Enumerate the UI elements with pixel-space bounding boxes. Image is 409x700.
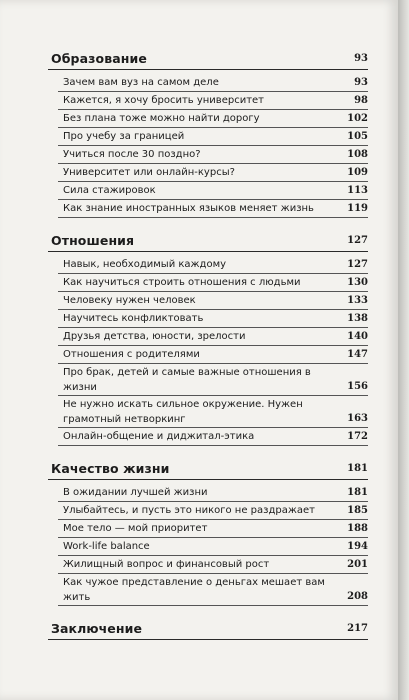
entry-title: Человеку нужен человек xyxy=(63,295,196,306)
entry-page: 163 xyxy=(347,413,368,424)
toc-entry xyxy=(58,428,368,446)
entry-title: Жилищный вопрос и финансовый рост xyxy=(63,559,270,570)
toc-entry xyxy=(58,200,368,218)
entry-title: Про брак, детей и самые важные отношения в жизни xyxy=(63,367,311,393)
entry-page: 102 xyxy=(347,113,368,124)
entry-title: Как знание иностранных языков меняет жизнь xyxy=(63,203,314,214)
entry-title: Научитесь конфликтовать xyxy=(63,313,204,324)
section-page: 127 xyxy=(347,235,368,246)
entry-title: Work-life balance xyxy=(63,541,150,552)
section-heading xyxy=(48,50,368,70)
toc-section-relationships xyxy=(48,232,368,446)
entry-page: 133 xyxy=(347,295,368,306)
section-page: 93 xyxy=(354,53,368,64)
toc-entry xyxy=(58,484,368,502)
entry-page: 108 xyxy=(347,149,368,160)
toc-entry xyxy=(58,292,368,310)
entry-title: Отношения с родителями xyxy=(63,349,200,360)
entry-title: Сила стажировок xyxy=(63,185,156,196)
entry-page: 138 xyxy=(347,313,368,324)
entry-title: Друзья детства, юности, зрелости xyxy=(63,331,246,342)
toc-entry xyxy=(58,274,368,292)
toc-entry xyxy=(58,574,368,606)
entry-page: 147 xyxy=(347,349,368,360)
entry-page: 98 xyxy=(354,95,368,106)
entry-title: Учиться после 30 поздно? xyxy=(63,149,201,160)
entry-page: 194 xyxy=(347,541,368,552)
entry-page: 113 xyxy=(347,185,368,196)
entry-page: 140 xyxy=(347,331,368,342)
entry-title: Без плана тоже можно найти дорогу xyxy=(63,113,260,124)
entry-title: Как научиться строить отношения с людьми xyxy=(63,277,301,288)
entry-title: В ожидании лучшей жизни xyxy=(63,487,208,498)
entry-title: Онлайн-общение и диджитал-этика xyxy=(63,431,255,442)
section-heading xyxy=(48,460,368,480)
toc-entry xyxy=(58,328,368,346)
entry-title: Про учебу за границей xyxy=(63,131,185,142)
toc-entry xyxy=(58,164,368,182)
entry-title: Улыбайтесь, и пусть это никого не раздражает xyxy=(63,505,315,516)
section-heading xyxy=(48,620,368,640)
toc-entry xyxy=(58,538,368,556)
toc-entry xyxy=(58,128,368,146)
toc-entry xyxy=(58,146,368,164)
section-page: 217 xyxy=(347,623,368,634)
entry-page: 172 xyxy=(347,431,368,442)
section-title: Качество жизни xyxy=(51,461,170,476)
entry-page: 156 xyxy=(347,381,368,392)
toc-entry xyxy=(58,502,368,520)
toc-entry xyxy=(58,182,368,200)
toc-section-conclusion xyxy=(48,620,368,640)
entry-title: Университет или онлайн-курсы? xyxy=(63,167,235,178)
section-title: Образование xyxy=(51,51,147,66)
section-page: 181 xyxy=(347,463,368,474)
entry-page: 201 xyxy=(347,559,368,570)
entry-page: 109 xyxy=(347,167,368,178)
toc-section-quality-of-life xyxy=(48,460,368,606)
entry-title: Не нужно искать сильное окружение. Нужен грамотный нетворкинг xyxy=(63,399,303,425)
entry-page: 119 xyxy=(347,203,368,214)
entry-page: 181 xyxy=(347,487,368,498)
toc-entry xyxy=(58,396,368,428)
entry-page: 127 xyxy=(347,259,368,270)
toc-entry xyxy=(58,310,368,328)
entry-title: Мое тело — мой приоритет xyxy=(63,523,208,534)
toc-entry xyxy=(58,520,368,538)
toc-entry xyxy=(58,110,368,128)
entry-title: Навык, необходимый каждому xyxy=(63,259,227,270)
section-title: Отношения xyxy=(51,233,135,248)
entry-page: 188 xyxy=(347,523,368,534)
entry-title: Кажется, я хочу бросить университет xyxy=(63,95,264,106)
toc-entry xyxy=(58,256,368,274)
page-edge xyxy=(398,0,409,700)
toc-entry xyxy=(58,74,368,92)
entry-page: 105 xyxy=(347,131,368,142)
toc-section-education xyxy=(48,50,368,218)
toc-entry xyxy=(58,92,368,110)
section-title: Заключение xyxy=(51,621,143,636)
entry-title: Зачем вам вуз на самом деле xyxy=(63,77,219,88)
entry-page: 185 xyxy=(347,505,368,516)
entry-page: 130 xyxy=(347,277,368,288)
toc-entry xyxy=(58,346,368,364)
entry-page: 93 xyxy=(354,77,368,88)
toc-entry xyxy=(58,556,368,574)
table-of-contents xyxy=(48,50,368,644)
entry-page: 208 xyxy=(347,591,368,602)
section-heading xyxy=(48,232,368,252)
entry-title: Как чужое представление о деньгах мешает вам жить xyxy=(63,577,325,603)
toc-entry xyxy=(58,364,368,396)
